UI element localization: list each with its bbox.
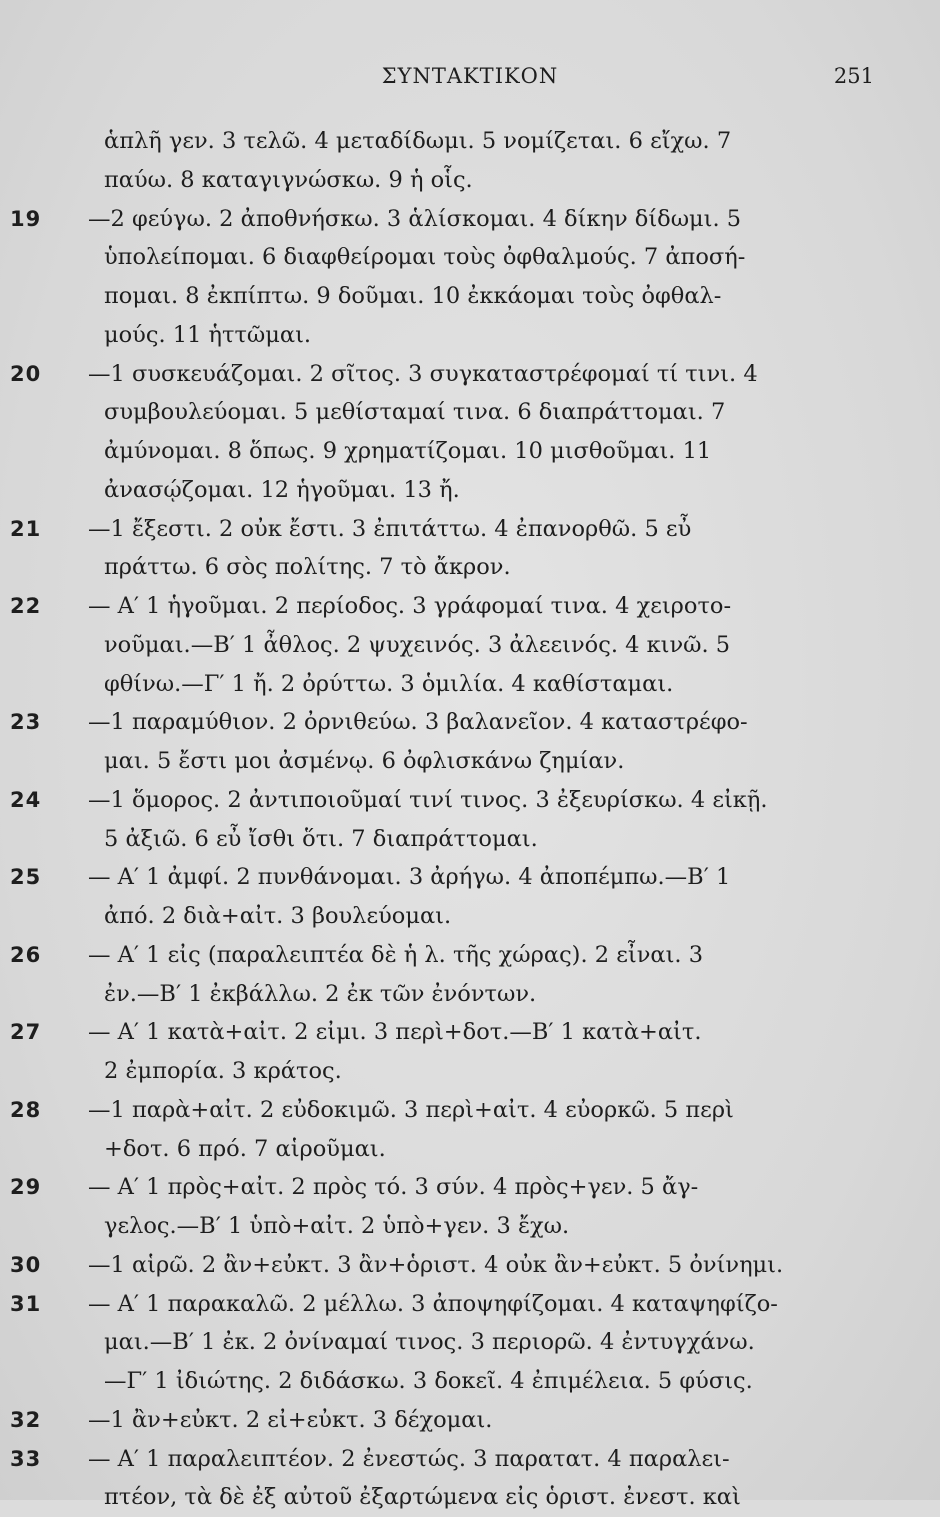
continuation-line (0, 626, 940, 665)
line-text: νοῦμαι.—Β′ 1 ἆθλος. 2 ψυχεινός. 3 ἀλεεινός. 4 κινῶ. 5 (104, 631, 731, 658)
line-text: ἀνασῴζομαι. 12 ἡγοῦμαι. 13 ἤ. (104, 476, 460, 503)
exercise-entry-line (0, 1401, 940, 1440)
continuation-line (0, 1362, 940, 1401)
line-text: μαι.—Β′ 1 ἐκ. 2 ὀνίναμαί τινος. 3 περιορῶ. 4 ἐντυγχάνω. (104, 1329, 755, 1356)
line-text: συμβουλεύομαι. 5 μεθίσταμαί τινα. 6 διαπράττομαι. 7 (104, 399, 726, 426)
exercise-number: 25 (10, 865, 42, 890)
exercise-entry-line (0, 1285, 940, 1324)
line-text: ἀπό. 2 διὰ+αἰτ. 3 βουλεύομαι. (104, 903, 452, 929)
page-number: 251 (833, 64, 874, 88)
exercise-number: 26 (10, 942, 42, 967)
continuation-line (0, 471, 940, 510)
line-text: — Α′ 1 ἡγοῦμαι. 2 περίοδος. 3 γράφομαί τινα. 4 χειροτο- (88, 593, 732, 619)
continuation-line (0, 1207, 940, 1246)
line-text: —Γ′ 1 ἰδιώτης. 2 διδάσκω. 3 δοκεῖ. 4 ἐπιμέλεια. 5 φύσις. (104, 1368, 753, 1394)
line-text: — Α′ 1 ἀμφί. 2 πυνθάνομαι. 3 ἀρήγω. 4 ἀποπέμπω.—Β′ 1 (88, 864, 731, 891)
continuation-line (0, 161, 940, 200)
continuation-line (0, 432, 940, 471)
answer-key-text (0, 122, 940, 1517)
line-text: +δοτ. 6 πρό. 7 αἱροῦμαι. (104, 1135, 386, 1162)
exercise-number: 23 (10, 710, 42, 735)
exercise-entry-line (0, 936, 940, 975)
line-text: μούς. 11 ἡττῶμαι. (104, 321, 312, 348)
exercise-entry-line (0, 200, 940, 239)
exercise-number: 33 (10, 1446, 42, 1471)
continuation-line (0, 1130, 940, 1169)
exercise-number: 19 (10, 206, 42, 231)
line-text: —1 παραμύθιον. 2 ὀρνιθεύω. 3 βαλανεῖον. 4 καταστρέφο- (88, 709, 748, 736)
line-text: — Α′ 1 παραλειπτέον. 2 ἐνεστώς. 3 παρατατ. 4 παραλει- (88, 1445, 730, 1472)
exercise-number: 22 (10, 594, 42, 618)
line-text: πτέον, τὰ δὲ ἐξ αὐτοῦ ἐξαρτώμενα εἰς ὁριστ. ἐνεστ. καὶ (104, 1484, 741, 1511)
continuation-line (0, 122, 940, 161)
line-text: —1 ἔξεστι. 2 οὐκ ἔστι. 3 ἐπιτάττω. 4 ἐπανορθῶ. 5 εὖ (88, 515, 692, 542)
exercise-number: 31 (10, 1291, 42, 1316)
continuation-line (0, 820, 940, 859)
continuation-line (0, 1323, 940, 1362)
exercise-entry-line (0, 858, 940, 897)
line-text: ἁπλῆ γεν. 3 τελῶ. 4 μεταδίδωμι. 5 νομίζεται. 6 εἴχω. 7 (104, 128, 732, 154)
line-text: — Α′ 1 παρακαλῶ. 2 μέλλω. 3 ἀποψηφίζομαι. 4 καταψηφίζο- (88, 1290, 778, 1317)
exercise-entry-line (0, 1013, 940, 1052)
continuation-line (0, 742, 940, 781)
line-text: παύω. 8 καταγιγνώσκω. 9 ἡ οἷς. (104, 166, 473, 193)
line-text: μαι. 5 ἔστι μοι ἀσμένῳ. 6 ὀφλισκάνω ζημίαν. (104, 748, 625, 774)
line-text: —1 ἂν+εὐκτ. 2 εἰ+εὐκτ. 3 δέχομαι. (88, 1406, 493, 1433)
line-text: — Α′ 1 εἰς (παραλειπτέα δὲ ἡ λ. τῆς χώρας). 2 εἶναι. 3 (88, 941, 704, 968)
line-text: —1 παρὰ+αἰτ. 2 εὐδοκιμῶ. 3 περὶ+αἰτ. 4 εὐορκῶ. 5 περὶ (88, 1096, 734, 1123)
line-text: ὑπολείπομαι. 6 διαφθείρομαι τοὺς ὀφθαλμούς. 7 ἀποσή- (104, 244, 746, 271)
exercise-number: 21 (10, 516, 42, 541)
line-text: φθίνω.—Γ′ 1 ἤ. 2 ὀρύττω. 3 ὁμιλία. 4 καθίσταμαι. (104, 670, 674, 697)
continuation-line (0, 1478, 940, 1517)
exercise-entry-line (0, 587, 940, 626)
line-text: —1 ὅμορος. 2 ἀντιποιοῦμαί τινί τινος. 3 ἐξευρίσκω. 4 εἰκῇ. (88, 786, 768, 813)
line-text: 2 ἐμπορία. 3 κράτος. (104, 1058, 342, 1084)
exercise-entry-line (0, 781, 940, 820)
exercise-number: 27 (10, 1020, 42, 1045)
line-text: ἀμύνομαι. 8 ὅπως. 9 χρηματίζομαι. 10 μισθοῦμαι. 11 (104, 438, 712, 464)
line-text: πομαι. 8 ἐκπίπτω. 9 δοῦμαι. 10 ἐκκάομαι τοὺς ὀφθαλ- (104, 283, 722, 309)
exercise-entry-line (0, 1168, 940, 1207)
exercise-entry-line (0, 703, 940, 742)
continuation-line (0, 393, 940, 432)
running-title: ΣΥΝΤΑΚΤΙΚΟΝ (381, 64, 559, 88)
exercise-entry-line (0, 1246, 940, 1285)
exercise-entry-line (0, 1091, 940, 1130)
continuation-line (0, 548, 940, 587)
continuation-line (0, 316, 940, 355)
continuation-line (0, 897, 940, 936)
exercise-number: 20 (10, 361, 42, 386)
exercise-entry-line (0, 355, 940, 394)
exercise-number: 24 (10, 787, 42, 812)
line-text: — Α′ 1 πρὸς+αἰτ. 2 πρὸς τό. 3 σύν. 4 πρὸς+γεν. 5 ἄγ- (88, 1174, 699, 1201)
line-text: 5 ἀξιῶ. 6 εὖ ἴσθι ὅτι. 7 διαπράττομαι. (104, 825, 538, 852)
line-text: — Α′ 1 κατὰ+αἰτ. 2 εἰμι. 3 περὶ+δοτ.—Β′ 1 κατὰ+αἰτ. (88, 1019, 702, 1046)
continuation-line (0, 1052, 940, 1091)
exercise-number: 28 (10, 1097, 42, 1122)
exercise-number: 29 (10, 1175, 42, 1200)
line-text: γελος.—Β′ 1 ὑπὸ+αἰτ. 2 ὑπὸ+γεν. 3 ἔχω. (104, 1213, 570, 1239)
continuation-line (0, 238, 940, 277)
line-text: πράττω. 6 σὸς πολίτης. 7 τὸ ἄκρον. (104, 554, 511, 581)
line-text: ἐν.—Β′ 1 ἐκβάλλω. 2 ἐκ τῶν ἐνόντων. (104, 980, 537, 1007)
exercise-entry-line (0, 1440, 940, 1479)
exercise-entry-line (0, 510, 940, 549)
continuation-line (0, 975, 940, 1014)
continuation-line (0, 277, 940, 316)
line-text: —2 φεύγω. 2 ἀποθνήσκω. 3 ἁλίσκομαι. 4 δίκην δίδωμι. 5 (88, 205, 742, 232)
continuation-line (0, 665, 940, 704)
line-text: —1 συσκευάζομαι. 2 σῖτος. 3 συγκαταστρέφομαί τί τινι. 4 (88, 360, 758, 387)
exercise-number: 30 (10, 1252, 42, 1277)
line-text: —1 αἱρῶ. 2 ἂν+εὐκτ. 3 ἂν+ὁριστ. 4 οὐκ ἂν+εὐκτ. 5 ὀνίνημι. (88, 1251, 784, 1278)
exercise-number: 32 (10, 1407, 42, 1432)
